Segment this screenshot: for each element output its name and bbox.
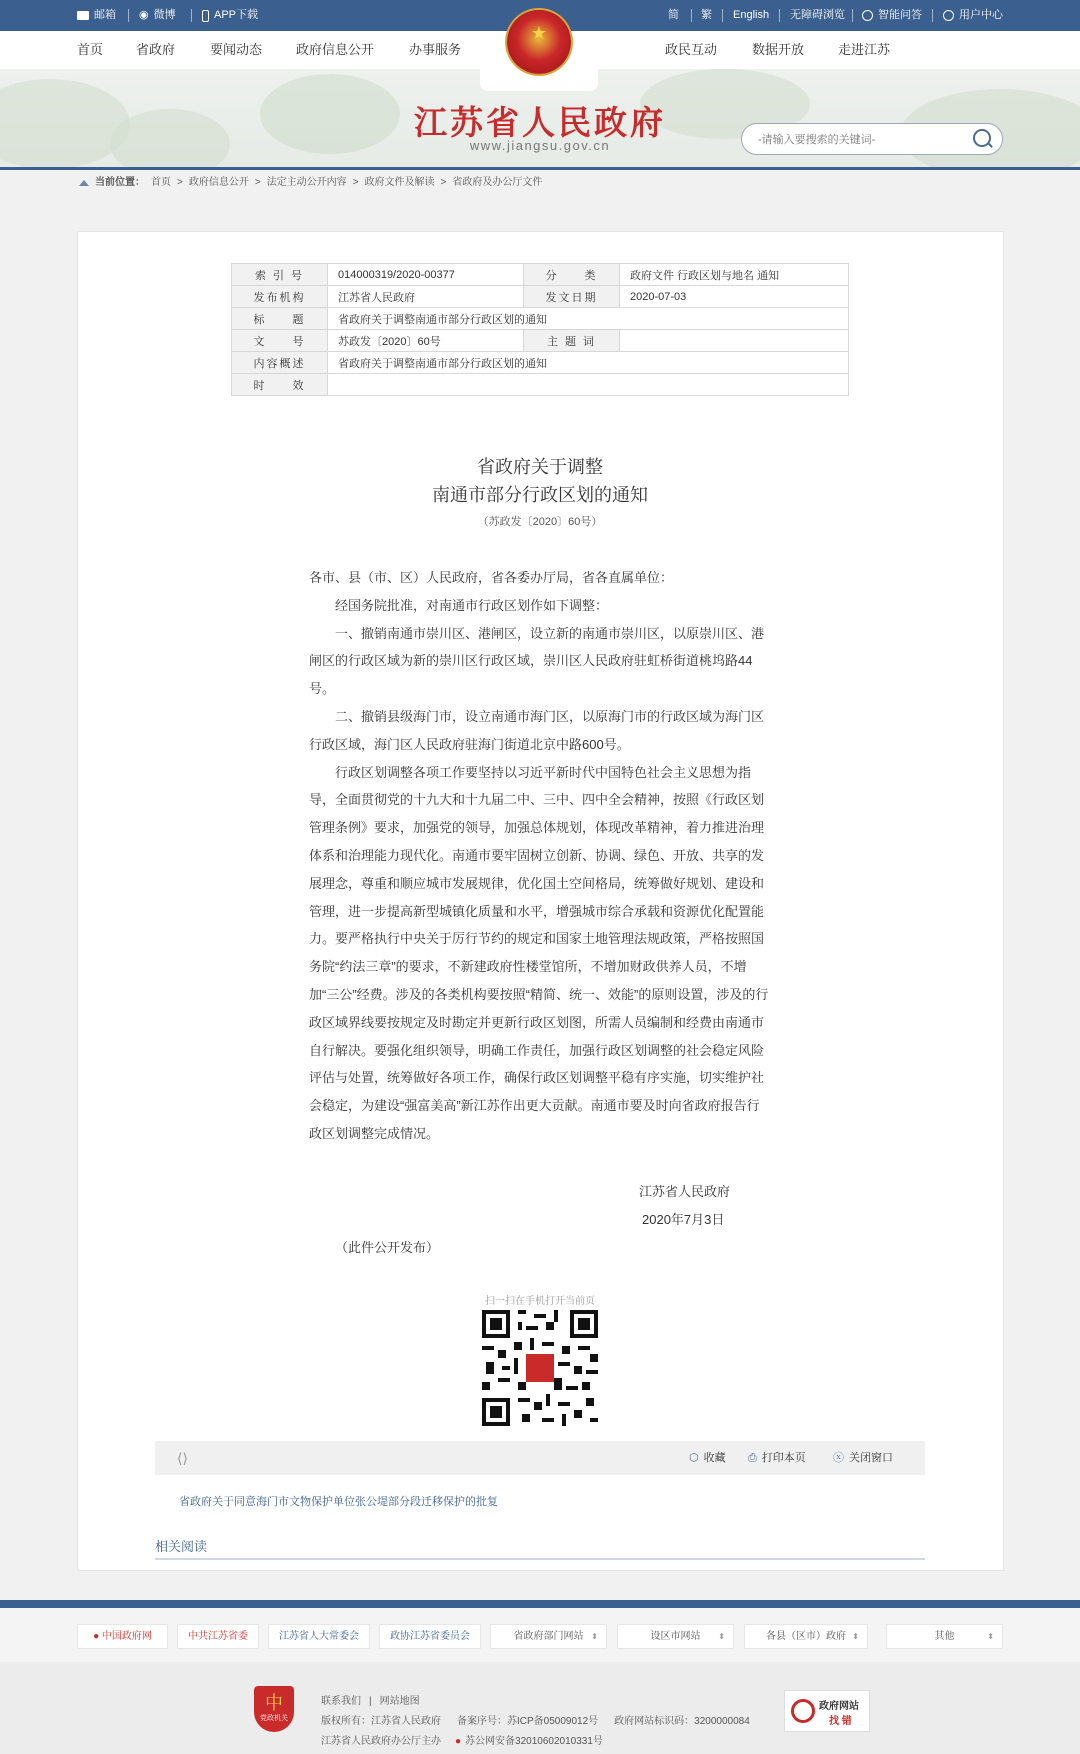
breadcrumb-item[interactable]: 省政府及办公厅文件 [452,177,543,188]
search-box [741,123,1003,155]
document-meta-table: 索 引 号 014000319/2020-00377 分 类 政府文件 行政区划与地名 通知 发布机构 江苏省人民政府 发文日期 2020-07-03 标 题 省政府关于调整南通市部分行政区划的通知 文 号 苏政发〔2020〕60号 主 题 词 内容概述 省政府关于调整南通市部分行政区划的通知 时 效 [231,263,849,396]
english-link[interactable]: English [733,9,770,21]
related-heading: 相关阅读 [155,1539,208,1554]
simplified-link[interactable]: 简 [668,9,679,21]
breadcrumb-item[interactable]: 法定主动公开内容 [266,177,347,188]
document-number: （苏政发〔2020〕60号） [477,516,603,528]
document-title: 省政府关于调整 南通市部分行政区划的通知 [432,457,648,505]
mail-link[interactable]: 邮箱 [77,0,116,31]
signer: 江苏省人民政府 [639,1184,731,1199]
select-gov-departments[interactable]: 省政府部门网站 ⬍ [490,1624,607,1649]
sitemap-link[interactable]: 网站地图 [379,1696,420,1707]
updown-icon: ⬍ [852,1632,859,1641]
home-icon [79,180,89,186]
qr-code [482,1310,598,1426]
link-provincial-party[interactable]: 中共江苏省委 [177,1624,259,1649]
article-toolbar [155,1441,925,1475]
gov-site-error-finder[interactable]: 政府网站 找 错 [784,1690,870,1732]
nav-about-jiangsu[interactable]: 走进江苏 [838,42,891,57]
paragraph: 二、撤销县级海门市，设立南通市海门区，以原海门市的行政区域为海门区行政区域，海门区人民政府驻海门街道北京中路600号。 [309,708,765,752]
meta-topic-value [620,330,849,352]
police-badge-icon: ● [455,1736,462,1747]
paragraph: 行政区划调整各项工作要坚持以习近平新时代中国特色社会主义思想为指导，全面贯彻党的十九大和十九届二中、三中、四中全会精神，按照《行政区划管理条例》要求，加强党的领导，加强总体规划，体现改革精神，着力推进治理体系和治理能力现代化。南通市要牢固树立创新、协调、绿色、开放、共享的发展理念，尊重和顺应城市发展规律，优化国土空间格局，统筹做好规划、建设和管理，进一步提高新型城镇化质量和水平，增强城市综合承载和资源优化配置能力。要严格执行中央关于厉行节约的规定和国家土地管理法规政策，严格按照国务院“约法三章”的要求，不新建政府性楼堂馆所，不增加财政供养人员，不增加“三公”经费。涉及的各类机构要按照“精简、统一、效能”的原则设置，涉及的行政区域界线要按规定及时勘定并更新行政区划图，所需人员编制和经费由南通市自行解决。要强化组织领导，明确工作责任，加强行政区划调整的社会稳定风险评估与处置，统筹做好各项工作，确保行政区划调整平稳有序实施，切实维护社会稳定，为建设“强富美高”新江苏作出更大贡献。南通市要及时向省政府报告行政区划调整完成情况。 [309,764,769,1141]
breadcrumb-item[interactable]: 首页 [151,177,171,188]
updown-icon: ⬍ [718,1632,725,1641]
national-emblem-icon: ★ [507,10,571,74]
weibo-link[interactable]: ◉ 微博 [139,0,176,31]
contact-link[interactable]: 联系我们 [321,1696,361,1707]
footer-divider [0,1600,1080,1608]
nav-services[interactable]: 办事服务 [409,42,462,57]
meta-category-value: 政府文件 行政区划与地名 通知 [620,264,849,286]
meta-validity-value [328,374,849,396]
document-body [309,564,772,1148]
site-title[interactable]: 江苏省人民政府 [414,106,666,142]
printer-icon: ⎙ [748,1452,757,1464]
share-icon[interactable]: ⟨⟩ [177,1450,188,1466]
breadcrumb: 当前位置： 首页 > 政府信息公开 > 法定主动公开内容 > 政府文件及解读 > 省政府及办公厅文件 [0,170,1080,201]
select-city-sites[interactable]: 设区市网站 ⬍ [617,1624,734,1649]
paragraph: 经国务院批准，对南通市行政区划作如下调整： [335,597,609,613]
related-divider [155,1558,925,1560]
mail-icon [77,11,89,20]
qa-link[interactable]: 智能问答 [862,0,922,31]
link-provincial-congress[interactable]: 江苏省人大常委会 [268,1624,370,1649]
accessible-link[interactable]: 无障碍浏览 [790,9,845,21]
paragraph: 一、撤销南通市崇川区、港闸区，设立新的南通市崇川区，以原崇川区、港闸区的行政区域为新的崇川区行政区域，崇川区人民政府驻虹桥街道桃坞路44号。 [309,625,765,697]
select-other[interactable]: 其他 ⬍ [886,1624,1003,1649]
robot-icon [862,10,873,21]
nav-news[interactable]: 要闻动态 [210,42,263,57]
cube-icon: ⬡ [689,1452,699,1464]
site-footer: 联系我们 | 网站地图 版权所有：江苏省人民政府 备案序号：苏ICP备05009012号 政府网站标识码：3200000084 江苏省人民政府办公厅主办 ● 苏公网安备32010602010331号 [0,1662,1080,1754]
icp-link[interactable]: 备案序号：苏ICP备05009012号 [457,1716,599,1727]
nav-province-gov[interactable]: 省政府 [136,42,176,57]
salutation: 各市、县（市、区）人民政府，省各委办厅局，省各直属单位： [309,570,674,585]
nav-open-data[interactable]: 数据开放 [752,42,805,57]
phone-icon [202,10,209,22]
nav-home[interactable]: 首页 [77,42,104,57]
meta-index-value: 014000319/2020-00377 [328,264,524,286]
breadcrumb-item[interactable]: 政府文件及解读 [364,177,435,188]
nav-interaction[interactable]: 政民互动 [665,42,718,57]
qr-caption: 扫一扫在手机打开当前页 [485,1296,595,1307]
footer-links-row [0,1608,1080,1662]
meta-date-value: 2020-07-03 [620,286,849,308]
meta-summary-value: 省政府关于调整南通市部分行政区划的通知 [328,352,849,374]
meta-org-value: 江苏省人民政府 [328,286,524,308]
related-article-link[interactable]: 省政府关于同意海门市文物保护单位张公堤部分段迁移保护的批复 [179,1496,498,1508]
search-input[interactable] [756,130,960,150]
link-provincial-cppcc[interactable]: 政协江苏省委员会 [379,1624,481,1649]
updown-icon: ⬍ [987,1632,994,1641]
nav-info-disclosure[interactable]: 政府信息公开 [296,42,375,57]
user-icon [943,10,954,21]
sign-date: 2020年7月3日 [642,1212,725,1227]
print-button[interactable]: ⎙ 打印本页 [748,1441,806,1475]
party-gov-badge-icon[interactable]: 中 党政机关 [254,1686,294,1732]
meta-title-value: 省政府关于调整南通市部分行政区划的通知 [328,308,849,330]
select-county-govs[interactable]: 各县（区市）政府 ⬍ [744,1624,868,1649]
police-record-link[interactable]: 苏公网安备32010602010331号 [465,1736,603,1747]
favorite-button[interactable]: ⬡ 收藏 [689,1441,726,1475]
link-china-gov[interactable]: ● 中国政府网 [77,1624,168,1649]
app-download-link[interactable]: APP下载 [202,0,258,31]
meta-docno-value: 苏政发〔2020〕60号 [328,330,524,352]
close-window-button[interactable]: ⓧ 关闭窗口 [833,1441,893,1475]
publish-note: （此件公开发布） [335,1240,440,1255]
search-icon[interactable] [973,129,991,147]
emblem-icon: ● [93,1631,100,1642]
updown-icon: ⬍ [591,1632,598,1641]
close-icon: ⓧ [833,1452,844,1464]
weibo-icon: ◉ [139,9,149,21]
user-center-link[interactable]: 用户中心 [943,0,1003,31]
breadcrumb-item[interactable]: 政府信息公开 [188,177,249,188]
magnifier-icon [791,1699,815,1723]
site-url: www.jiangsu.gov.cn [469,138,611,153]
traditional-link[interactable]: 繁 [701,9,712,21]
